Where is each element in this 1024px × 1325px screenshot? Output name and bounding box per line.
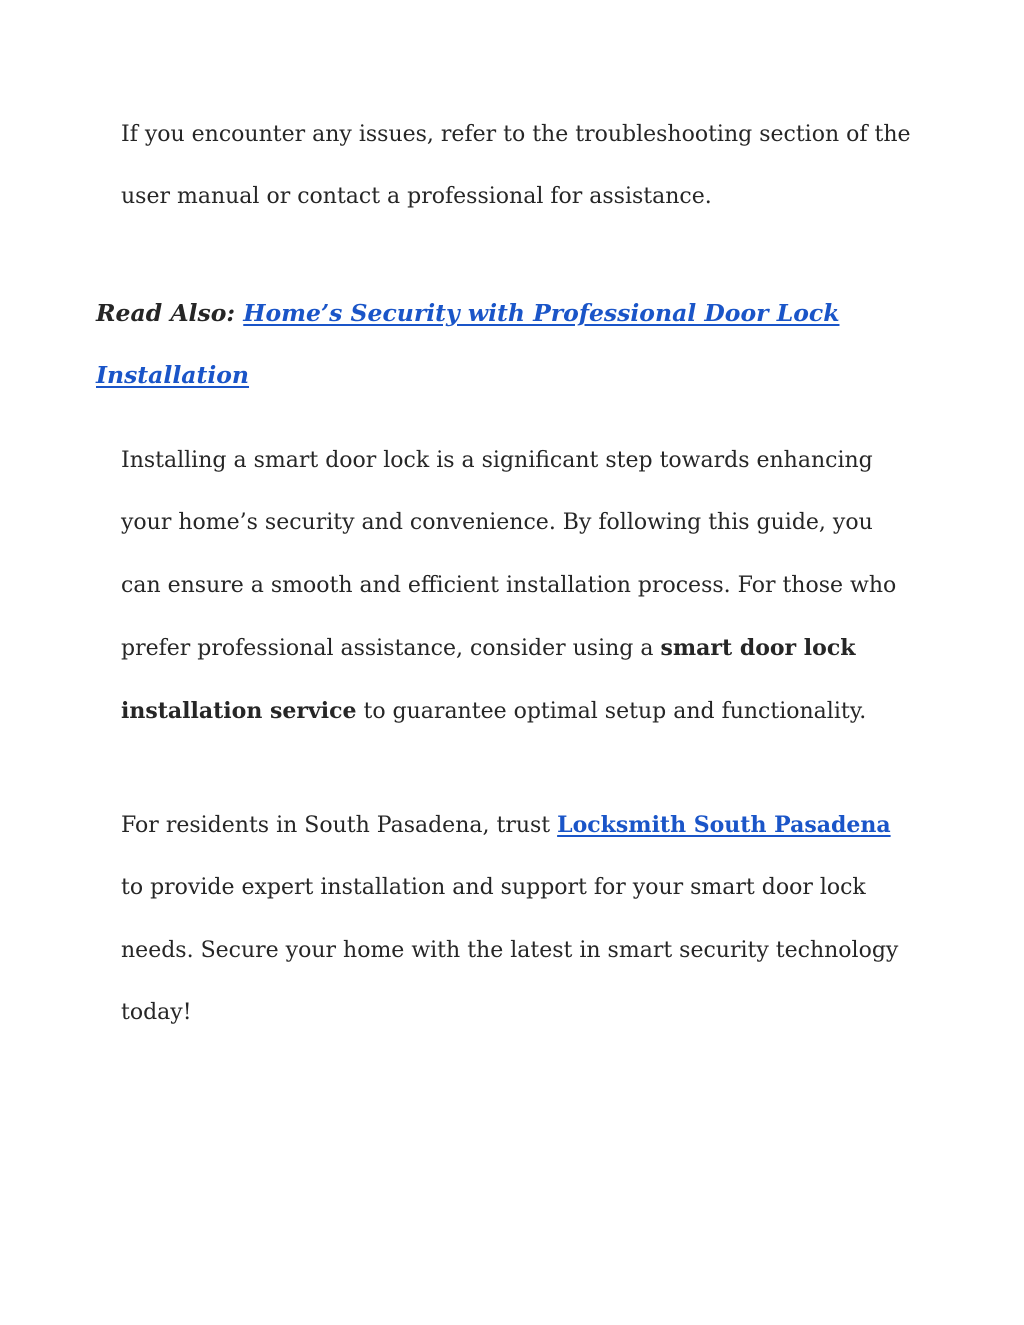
paragraph-line: [121, 680, 921, 743]
paragraph-line: today!: [121, 999, 192, 1025]
bold-keyword: smart door lock: [660, 634, 856, 661]
paragraph-text: to guarantee optimal setup and functionality.: [356, 699, 867, 725]
paragraph-line: can ensure a smooth and efficient installation process. For those who: [121, 572, 897, 598]
paragraph-line: user manual or contact a professional for assistance.: [121, 184, 712, 210]
paragraph-text: prefer professional assistance, consider using a: [121, 635, 661, 661]
read-also-link-part-1[interactable]: Home’s Security with Professional Door Lock: [243, 299, 840, 327]
paragraph-text: For residents in South Pasadena, trust: [121, 813, 558, 838]
installation-summary-paragraph: [121, 430, 921, 743]
read-also-link-part-2[interactable]: Installation: [96, 361, 250, 390]
paragraph-line: your home’s security and convenience. By following this guide, you: [121, 510, 873, 536]
read-also-line-2: [96, 344, 946, 406]
paragraph-line: If you encounter any issues, refer to the troubleshooting section of the: [121, 122, 911, 147]
paragraph-line: Installing a smart door lock is a significant step towards enhancing: [121, 448, 873, 473]
read-also-label: Read Also:: [96, 299, 244, 327]
read-also-line-1: [96, 282, 946, 344]
residents-paragraph: [121, 794, 921, 1044]
troubleshooting-paragraph: [121, 104, 921, 229]
paragraph-line: [121, 617, 921, 680]
paragraph-line: to provide expert installation and support for your smart door lock: [121, 875, 866, 901]
paragraph-line: needs. Secure your home with the latest in smart security technology: [121, 937, 899, 963]
bold-keyword: installation service: [121, 698, 357, 725]
locksmith-south-pasadena-link[interactable]: Locksmith South Pasadena: [557, 812, 891, 838]
paragraph-line: [121, 794, 921, 857]
read-also-block: [96, 282, 946, 407]
